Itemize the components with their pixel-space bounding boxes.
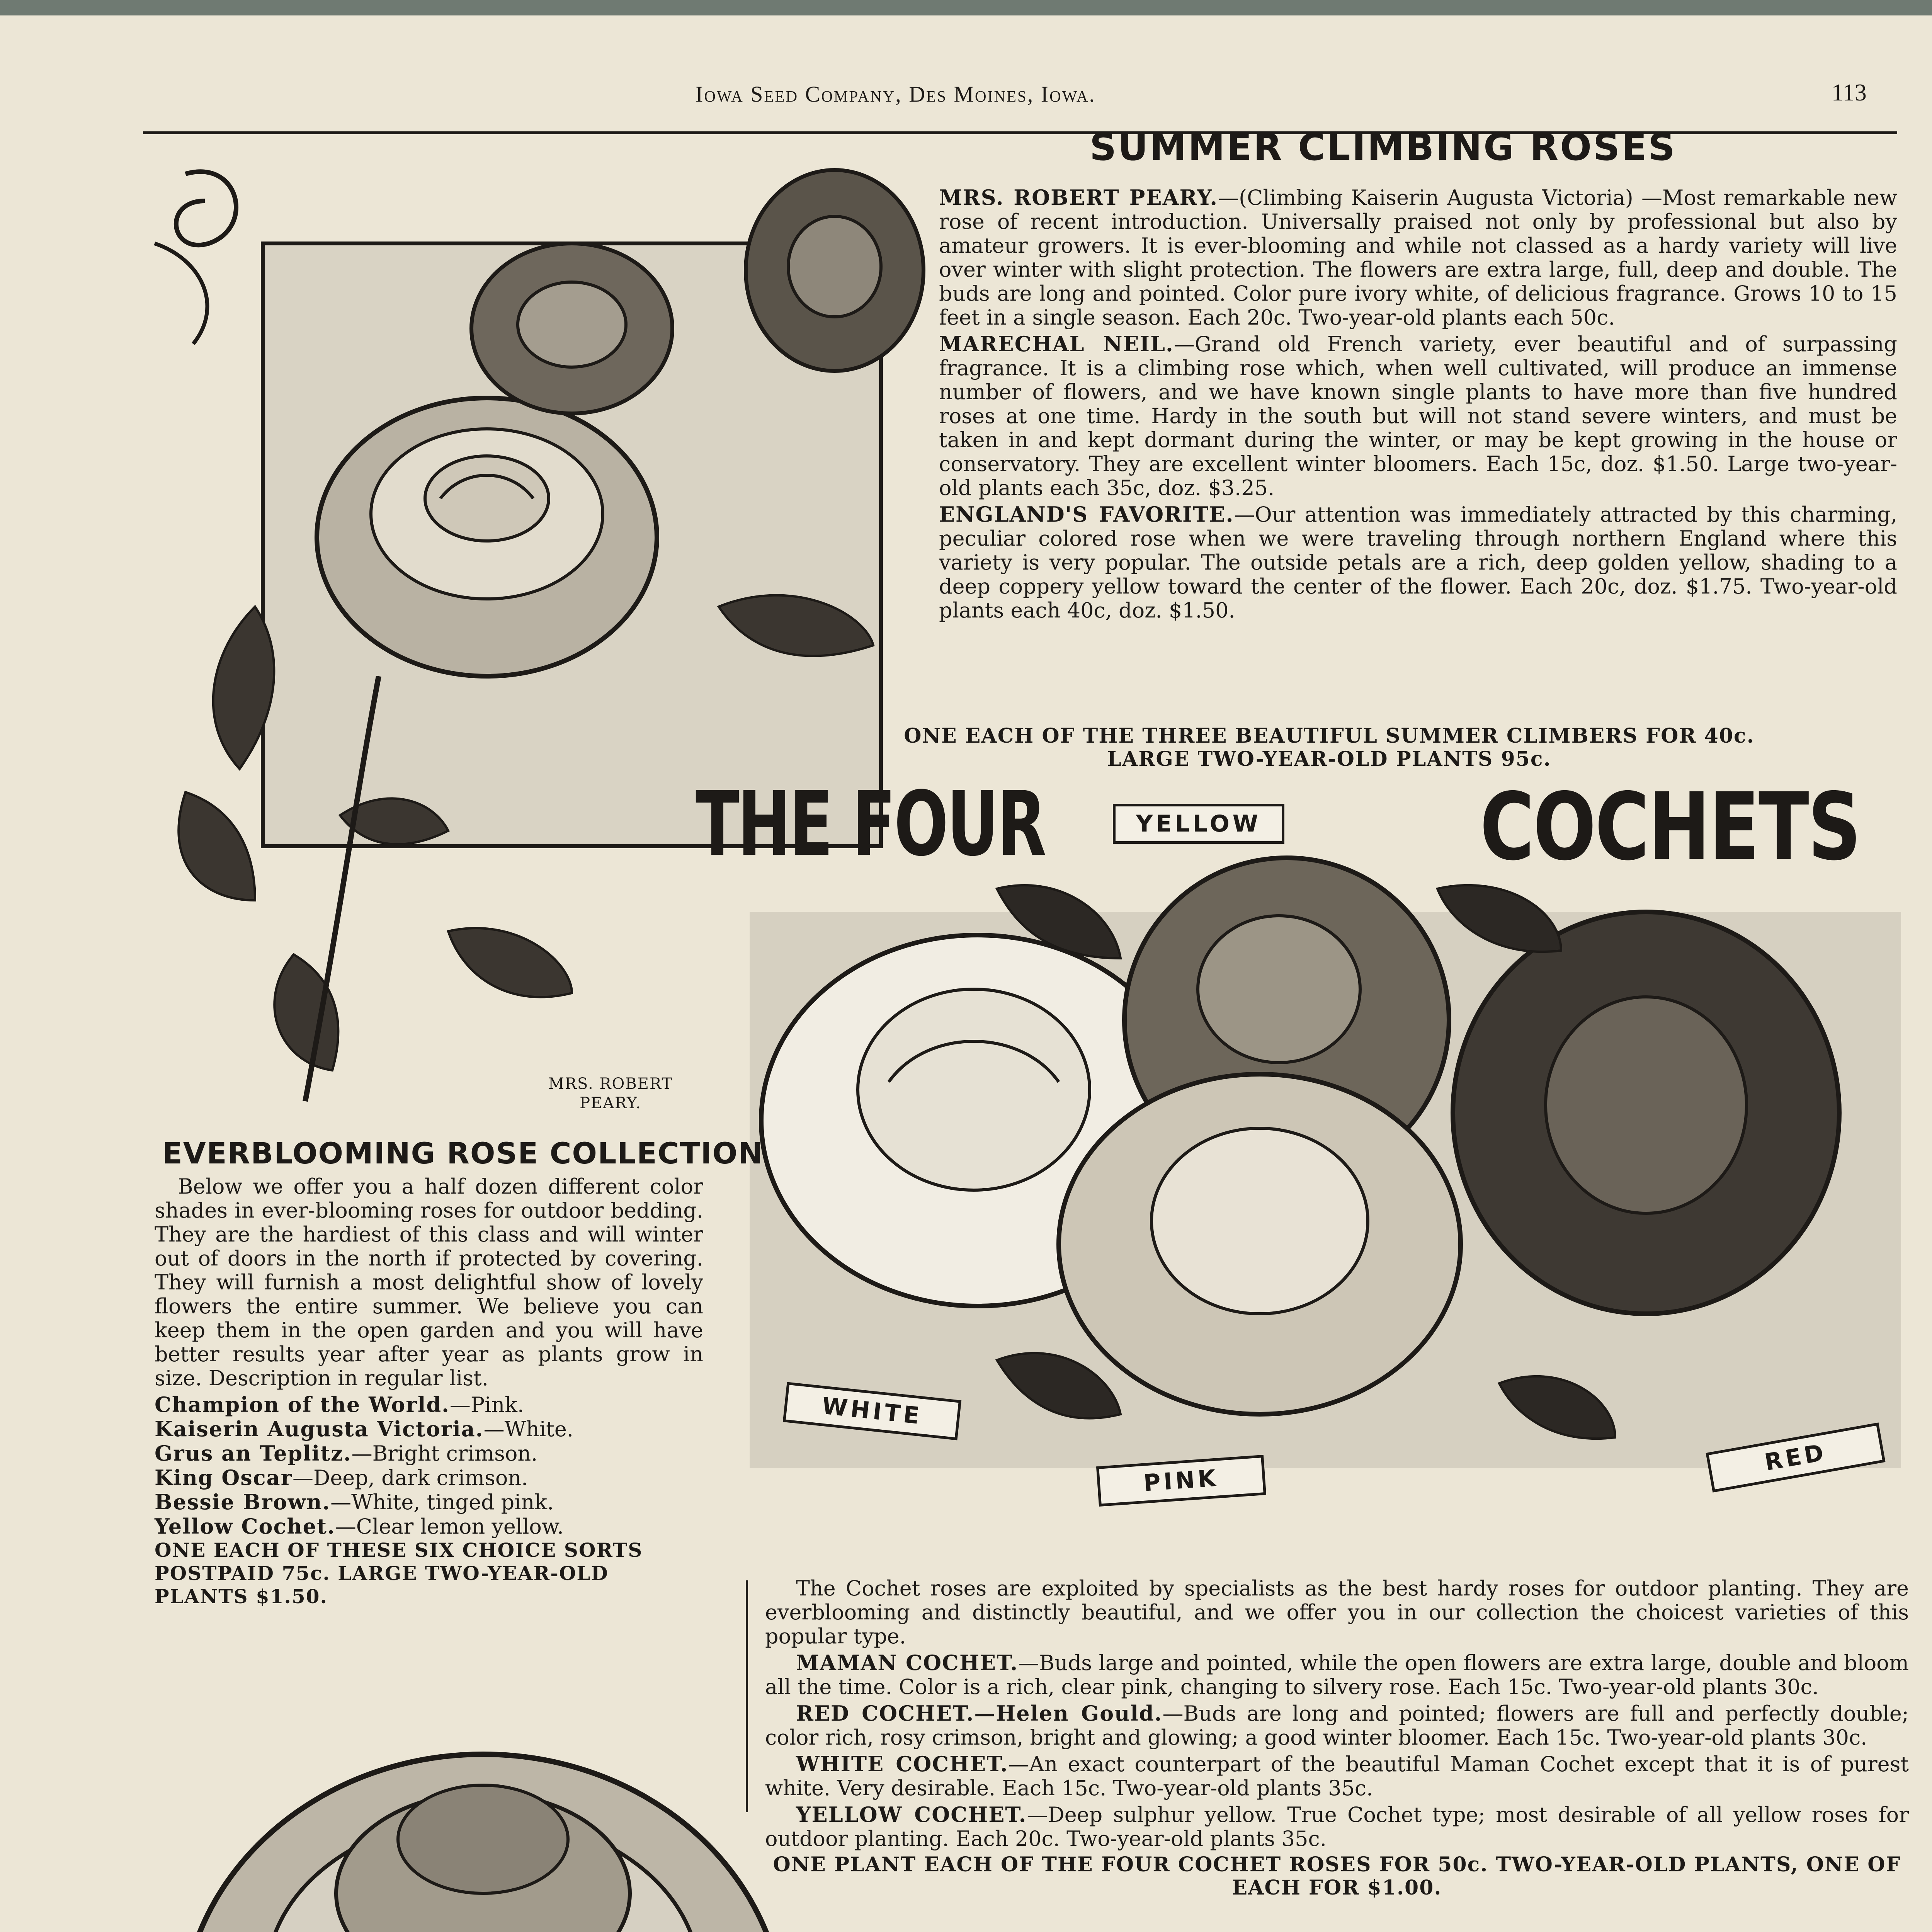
bessie-brown-illustration (116, 1677, 873, 1932)
summer-item-3 (939, 502, 1897, 622)
cochet-item-desc: —Deep sulphur yellow. True Cochet type; most desirable of all yellow roses for outdoor planting. Each 20c. Two-year-old plants 35c. (765, 1803, 1909, 1851)
cochet-intro: The Cochet roses are exploited by specialists as the best hardy roses for outdoor planting. They are everblooming and distinctly beautiful, and we offer you in our collection the choicest varieties of this popular type. (765, 1576, 1909, 1648)
everblooming-item-name: Yellow Cochet. (155, 1514, 335, 1539)
everblooming-item (155, 1441, 703, 1466)
summer-item-1 (939, 185, 1897, 330)
page-number: 113 (1832, 80, 1867, 106)
summer-item-desc: —(Climbing Kaiserin Augusta Victoria) —Most remarkable new rose of recent introduction. Universally praised not only by professional but also by amateur growers. It is ever-blooming and while not classed as a hardy variety will live over winter with slight protection. The flowers are extra large, full, deep and double. The buds are long and pointed. Color pure ivory white, of delicious fragrance. Grows 10 to 15 feet in a single season. Each 20c. Two-year-old plants each 50c. (939, 185, 1897, 330)
summer-item-name: MRS. ROBERT PEARY. (939, 185, 1218, 210)
summer-offer-line-2: LARGE TWO-YEAR-OLD PLANTS 95c. (1107, 747, 1551, 771)
summer-offer (765, 724, 1893, 771)
everblooming-intro: Below we offer you a half dozen different color shades in ever-blooming roses for outdoor bedding. They are the hardiest of this class and will winter out of doors in the north if protected by covering. They will furnish a most delightful show of lovely flowers the entire summer. We believe you can keep them in the open garden and you will have better results year after year as plants grow in size. Description in regular list. (155, 1174, 703, 1390)
everblooming-item-desc: —White. (483, 1417, 573, 1441)
peary-caption-line-1: MRS. ROBERT (548, 1075, 673, 1093)
summer-item-name: ENGLAND'S FAVORITE. (939, 502, 1234, 527)
everblooming-list (155, 1393, 703, 1539)
everblooming-item-name: Bessie Brown. (155, 1490, 331, 1514)
ornament-flourish (155, 243, 207, 344)
everblooming-item-desc: —Clear lemon yellow. (335, 1514, 564, 1539)
summer-item-2 (939, 332, 1897, 500)
cochet-offer: ONE PLANT EACH OF THE FOUR COCHET ROSES FOR 50c. TWO-YEAR-OLD PLANTS, ONE OF EACH FOR $1.00. (773, 1853, 1901, 1900)
cochet-item-desc: —Buds large and pointed, while the open flowers are extra large, double and bloom all the time. Color is a rich, clear pink, changing to silvery rose. Each 15c. Two-year-old plants 30c. (765, 1651, 1909, 1699)
cochet-item-2 (765, 1701, 1909, 1750)
cochet-item-name: RED COCHET.—Helen Gould. (796, 1701, 1163, 1726)
peary-caption-line-2: PEARY. (580, 1094, 641, 1112)
white-ribbon: WHITE (783, 1382, 961, 1440)
everblooming-text (155, 1175, 703, 1608)
cochet-item-name: MAMAN COCHET. (796, 1650, 1019, 1675)
catalog-page (0, 15, 1932, 1932)
cochet-item-desc: —Buds are long and pointed; flowers are full and perfectly double; color rich, rosy crimson, bright and glowing; a good winter bloomer. Each 15c. Two-year-old plants 30c. (765, 1701, 1909, 1750)
summer-item-desc: —Grand old French variety, ever beautiful and of surpassing fragrance. It is a climbing rose which, when well cultivated, will produce an immense number of flowers, and we have known single plants to have more than five hundred roses at one time. Hardy in the south but will not stand severe winters, and must be taken in and kept dormant during the winter, or may be kept growing in the house or conservatory. They are excellent winter bloomers. Each 15c, doz. $1.50. Large two-year-old plants each 35c, doz. $3.25. (939, 332, 1898, 500)
banner-cochets: COCHETS (1480, 773, 1860, 881)
red-ribbon: RED (1706, 1422, 1885, 1492)
bessie-brown-bloom (182, 1754, 784, 1932)
everblooming-item (155, 1417, 703, 1441)
banner-the-four: THE FOUR (696, 773, 1045, 876)
everblooming-item-name: Grus an Teplitz. (155, 1441, 352, 1466)
summer-offer-line-1: ONE EACH OF THE THREE BEAUTIFUL SUMMER CLIMBERS FOR 40c. (904, 724, 1755, 748)
ornament-scroll (176, 172, 236, 245)
peary-rose-bloom-large (317, 398, 657, 676)
everblooming-item-desc: —Bright crimson. (351, 1441, 538, 1466)
everblooming-item (155, 1490, 703, 1514)
pink-ribbon: PINK (1096, 1455, 1266, 1507)
everblooming-title: EVERBLOOMING ROSE COLLECTION (162, 1136, 764, 1170)
everblooming-item-desc: —Deep, dark crimson. (293, 1466, 528, 1490)
cochet-item-desc: —An exact counterpart of the beautiful Maman Cochet except that it is of purest white. Very desirable. Each 15c. Two-year-old plants 35c. (765, 1752, 1909, 1800)
pink-cochet-bloom (1059, 1074, 1461, 1414)
everblooming-item-name: King Oscar (155, 1465, 293, 1490)
everblooming-item (155, 1393, 703, 1417)
cochet-item-name: YELLOW COCHET. (796, 1802, 1027, 1827)
summer-climbing-title: SUMMER CLIMBING ROSES (1090, 126, 1677, 169)
everblooming-offer: ONE EACH OF THESE SIX CHOICE SORTS POSTPAID 75c. LARGE TWO-YEAR-OLD PLANTS $1.50. (155, 1539, 643, 1608)
summer-item-desc: —Our attention was immediately attracted by this charming, peculiar colored rose when we were traveling through northern England where this variety is very popular. The outside petals are a rich, deep golden yellow, shading to a deep coppery yellow toward the center of the flower. Each 20c, doz. $1.75. Two-year-old plants each 40c, doz. $1.50. (939, 502, 1897, 622)
red-cochet-bloom (1453, 912, 1839, 1314)
peary-caption (526, 1074, 696, 1113)
cochet-item-3 (765, 1752, 1909, 1800)
everblooming-item (155, 1466, 703, 1490)
cochet-item-4 (765, 1803, 1909, 1851)
summer-item-name: MARECHAL NEIL. (939, 332, 1174, 356)
everblooming-item-name: Champion of the World. (155, 1392, 450, 1417)
everblooming-item-desc: —White, tinged pink. (330, 1490, 554, 1514)
cochet-item-name: WHITE COCHET. (796, 1752, 1009, 1776)
cochet-item-1 (765, 1651, 1909, 1699)
everblooming-item-desc: —Pink. (449, 1393, 524, 1417)
everblooming-item-name: Kaiserin Augusta Victoria. (155, 1417, 484, 1441)
cochet-text (765, 1577, 1909, 1900)
running-header: Iowa Seed Company, Des Moines, Iowa. (696, 82, 1096, 107)
summer-climbing-text (939, 185, 1897, 625)
everblooming-item (155, 1514, 703, 1539)
yellow-ribbon: YELLOW (1113, 804, 1284, 844)
